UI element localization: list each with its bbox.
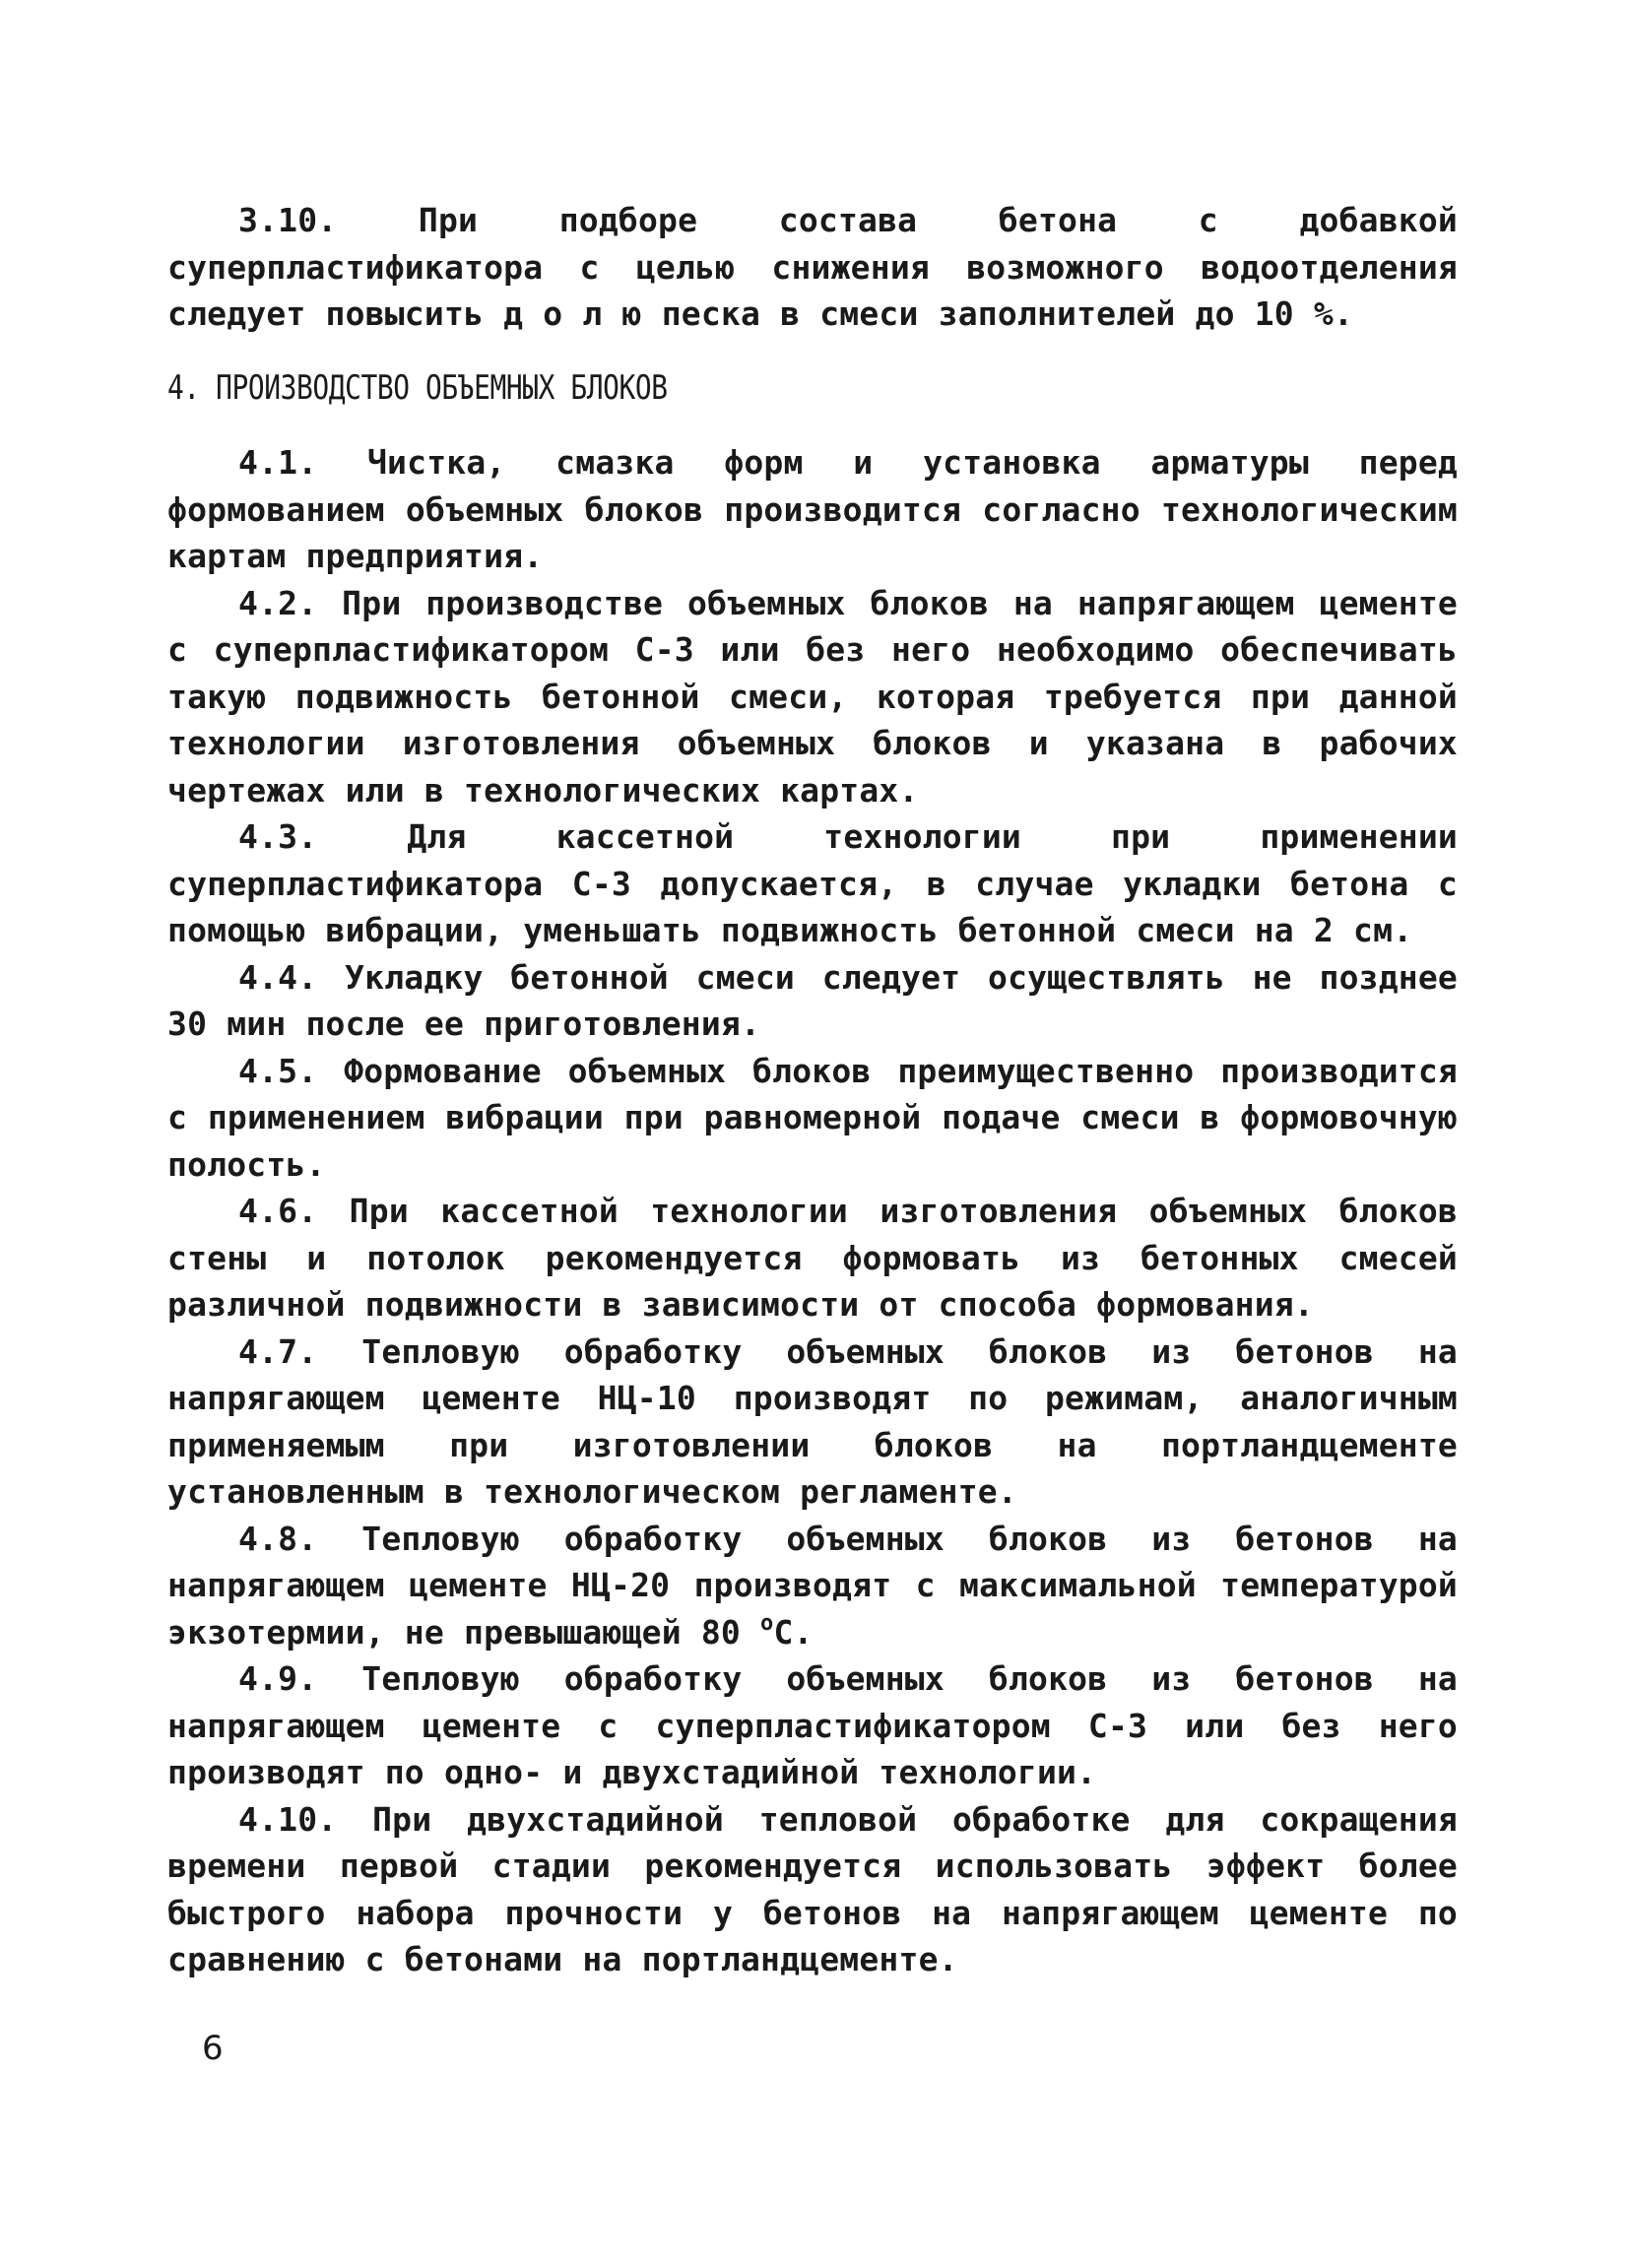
document-body (167, 197, 1458, 1983)
paragraph-4-9: 4.9. Тепловую обработку объемных блоков из бетонов на напрягающем цементе с суперпластификатором С-3 или без него производят по одно- и двухстадийной технологии. (167, 1659, 1458, 1791)
paragraph-3-10: 3.10. При подборе состава бетона с добавкой суперпластификатора с целью снижения возможного водоотделения следует повысить д о л ю песка в смеси заполнителей до 10 %. (167, 201, 1458, 333)
section-heading: 4. ПРОИЗВОДСТВО ОБЪЕМНЫХ БЛОКОВ (167, 367, 668, 408)
paragraph-4-3: 4.3. Для кассетной технологии при применении суперпластификатора С-3 допускается, в случае укладки бетона с помощью вибрации, уменьшать подвижность бетонной смеси на 2 см. (167, 817, 1458, 949)
paragraph-4-10: 4.10. При двухстадийной тепловой обработке для сокращения времени первой стадии рекомендуется использовать эффект более быстрого набора прочности у бетонов на напрягающем цементе по сравнению с бетонами на портландцементе. (167, 1799, 1458, 1978)
spacer (167, 338, 1458, 365)
paragraph-4-1: 4.1. Чистка, смазка форм и установка арматуры перед формованием объемных блоков производится согласно технологическим картам предприятия. (167, 443, 1458, 575)
paragraph-4-8 (167, 1516, 1458, 1656)
paragraph-4-8-unit: C. (773, 1612, 814, 1652)
paragraph-4-5: 4.5. Формование объемных блоков преимущественно производится с применением вибрации при равномерной подаче смеси в формовочную полость. (167, 1051, 1458, 1184)
spacer (167, 412, 1458, 439)
paragraph-4-2: 4.2. При производстве объемных блоков на напрягающем цементе с суперпластификатором С-3 или без него необходимо обеспечивать такую подвижность бетонной смеси, которая требуется при данной технологии изготовления объемных блоков и указана в рабочих чертежах или в технологических картах. (167, 583, 1458, 810)
degree-sup: o (760, 1610, 774, 1636)
paragraph-4-4: 4.4. Укладку бетонной смеси следует осуществлять не позднее 30 мин после ее приготовления. (167, 957, 1458, 1043)
paragraph-4-7: 4.7. Тепловую обработку объемных блоков из бетонов на напрягающем цементе НЦ-10 производят по режимам, аналогичным применяемым при изготовлении блоков на портландцементе установленным в технологическом регламенте. (167, 1331, 1458, 1511)
page-number: 6 (202, 2029, 224, 2068)
paragraph-4-8-text: 4.8. Тепловую обработку объемных блоков из бетонов на напрягающем цементе НЦ-20 производят с максимальной температурой экзотермии, не превышающей 80 (167, 1519, 1458, 1652)
paragraph-4-6: 4.6. При кассетной технологии изготовления объемных блоков стены и потолок рекомендуется формовать из бетонных смесей различной подвижности в зависимости от способа формования. (167, 1192, 1458, 1324)
